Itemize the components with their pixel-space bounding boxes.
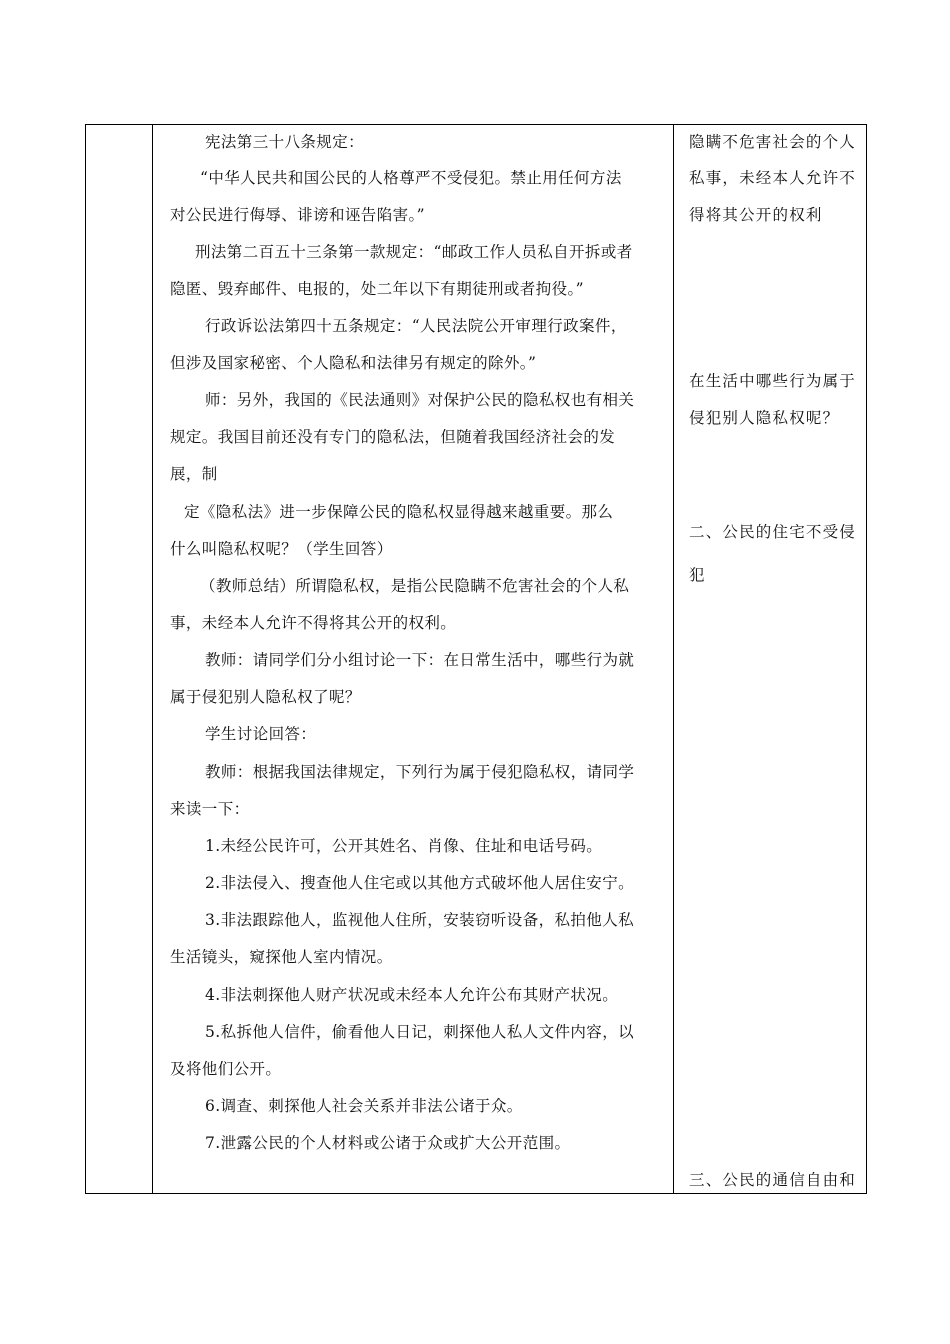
note-line: 侵犯别人隐私权呢？	[689, 409, 840, 427]
content-line: 7.泄露公民的个人材料或公诸于众或扩大公开范围。	[205, 1134, 571, 1152]
content-line: （教师总结）所谓隐私权，是指公民隐瞒不危害社会的个人私	[200, 577, 630, 595]
note-line: 三、公民的通信自由和	[689, 1171, 857, 1189]
content-line: 来读一下：	[170, 800, 250, 818]
content-line: 6.调查、刺探他人社会关系并非法公诸于众。	[205, 1097, 523, 1115]
content-line: 2.非法侵入、搜查他人住宅或以其他方式破坏他人居住安宁。	[205, 874, 634, 892]
content-line: 4.非法刺探他人财产状况或未经本人允许公布其财产状况。	[205, 986, 619, 1004]
content-line: 规定。我国目前还没有专门的隐私法，但随着我国经济社会的发	[170, 428, 616, 446]
content-line: 及将他们公开。	[170, 1060, 282, 1078]
content-line: “中华人民共和国公民的人格尊严不受侵犯。禁止用任何方法	[200, 169, 622, 187]
content-line: 对公民进行侮辱、诽谤和诬告陷害。”	[170, 206, 425, 224]
table-divider-right	[673, 125, 674, 1193]
note-line: 犯	[689, 566, 706, 584]
content-line: 展，制	[170, 465, 218, 483]
content-line: 学生讨论回答：	[205, 725, 317, 743]
content-line: 刑法第二百五十三条第一款规定：“邮政工作人员私自开拆或者	[195, 243, 633, 261]
content-line: 教师：根据我国法律规定，下列行为属于侵犯隐私权，请同学	[205, 763, 635, 781]
note-line: 在生活中哪些行为属于	[689, 372, 857, 390]
note-line: 得将其公开的权利	[689, 206, 823, 224]
content-line: 但涉及国家秘密、个人隐私和法律另有规定的除外。”	[170, 354, 537, 372]
content-line: 生活镜头，窥探他人室内情况。	[170, 948, 393, 966]
content-line: 教师：请同学们分小组讨论一下：在日常生活中，哪些行为就	[205, 651, 635, 669]
content-line: 师：另外，我国的《民法通则》对保护公民的隐私权也有相关	[205, 391, 635, 409]
content-line: 行政诉讼法第四十五条规定：“人民法院公开审理行政案件，	[205, 317, 627, 335]
content-line: 隐匿、毁弃邮件、电报的，处二年以下有期徒刑或者拘役。”	[170, 280, 584, 298]
content-line: 1.未经公民许可，公开其姓名、肖像、住址和电话号码。	[205, 837, 603, 855]
content-line: 什么叫隐私权呢？（学生回答）	[170, 540, 393, 558]
content-line: 3.非法跟踪他人，监视他人住所，安装窃听设备，私拍他人私	[205, 911, 634, 929]
note-line: 私事，未经本人允许不	[689, 169, 857, 187]
table-divider-left	[152, 125, 153, 1193]
content-line: 宪法第三十八条规定：	[205, 133, 365, 151]
note-line: 二、公民的住宅不受侵	[689, 523, 857, 541]
note-line: 隐瞒不危害社会的个人	[689, 133, 857, 151]
content-line: 属于侵犯别人隐私权了呢？	[170, 688, 361, 706]
content-line: 5.私拆他人信件，偷看他人日记，刺探他人私人文件内容，以	[205, 1023, 634, 1041]
content-line: 定《隐私法》进一步保障公民的隐私权显得越来越重要。那么	[184, 503, 614, 521]
content-line: 事，未经本人允许不得将其公开的权利。	[170, 614, 457, 632]
lesson-plan-table	[85, 124, 867, 1194]
